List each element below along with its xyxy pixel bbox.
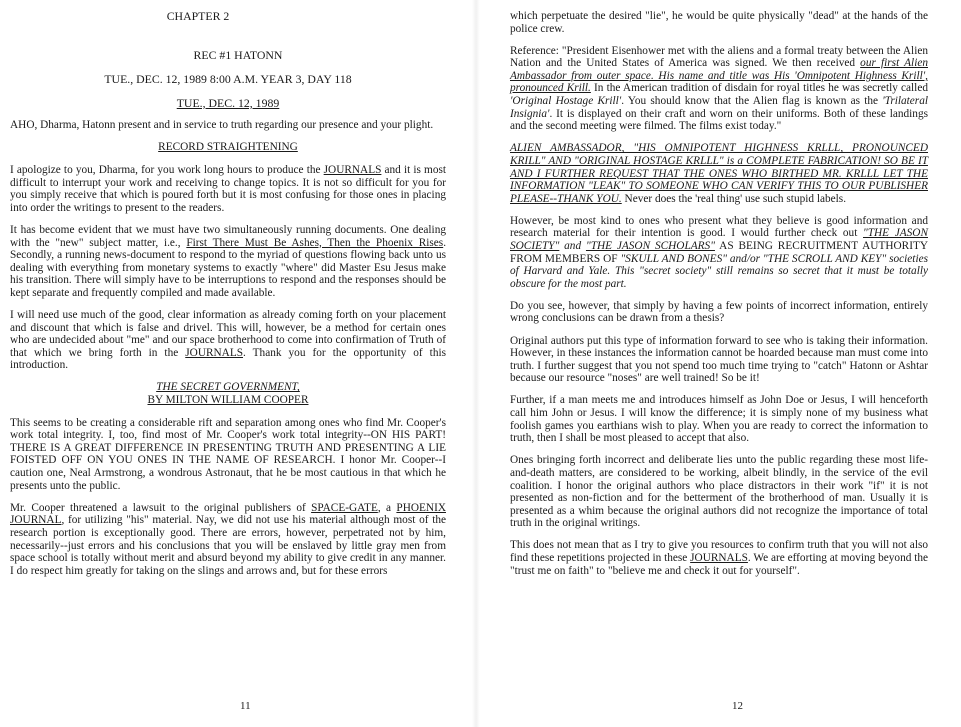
text-run: I will need use much of the good, clear information as already coming forth on your placement and discount that which is false and drivel. This will, however, be a method for certain ones who are undecided about "me" and our space brotherhood to come into confirmation of Truth of that which we bring forth in the [10,309,446,359]
paragraph-john-doe: Further, if a man meets me and introduces himself as John Doe or Jesus, I will henceforth call him John or Jesus. I will know the difference; it is simply none of my business what foolish games you earthians wish to play. When you are ready to correct the information to truth, then I shall be most pleased to accept that also. [510,394,928,445]
paragraph-apology [10,164,446,214]
text-run: In the American tradition of disdain for royal titles he was secretly called [590,82,928,95]
chapter-title: CHAPTER 2 [166,9,230,23]
journals-reference: JOURNALS [690,551,748,564]
text-run: It has become evident that we must have two simultaneously running documents. One dealing with the "new" subject matter, i.e., [10,223,446,249]
date-underlined [10,97,446,110]
text-run: However, be most kind to ones who present what they believe is good information and research material for their intention is good. I would further check out [510,214,928,240]
paragraph-jason-society [510,215,928,291]
page-number-left: 11 [240,700,251,712]
page-number-right: 12 [732,700,743,712]
journals-reference: JOURNALS [323,164,382,177]
text-run: . You should know that the Alien flag is known as the [621,95,883,108]
fabrication-statement: ALIEN AMBASSADOR, "HIS OMNIPOTENT HIGHNESS KRLLL, PRONOUNCED KRILL" AND "ORIGINAL HOSTAGE KRLLL" is a COMPLETE FABRICATION! SO BE IT AND I FURTHER REQUEST THAT THE ONES WHO BIRTHED MR. KRLLL LET THE INFORMATION "LEAK" TO SOMEONE WHO CAN VERIFY THIS TO OUR PUBLISHER PLEASE--THANK YOU. [510,142,928,205]
text-run: Reference: "President Eisenhower met with the aliens and a formal treaty between the Alien Nation and the United States of America was signed. We then received [510,44,928,70]
text-run: Mr. Cooper threatened a lawsuit to the original publishers of [10,501,312,514]
date-underlined-text: TUE., DEC. 12, 1989 [176,95,280,110]
text-run: AS BEING RECRUITMENT AUTHORITY FROM MEMBERS OF [510,240,929,265]
jason-scholars: "THE JASON SCHOLARS" [585,240,715,252]
paragraph-original-authors: Original authors put this type of information forward to see who is taking their information. However, in these instances the information cannot be hoarded because man must come into truth. I further suggest that you not spend too much time trying to "catch" Hatonn or Ashtar because our resource "noses" are well trained! So be it! [510,334,928,385]
text-run: I apologize to you, Dharma, for you work long hours to produce the [10,164,324,177]
journals-reference: JOURNALS [185,346,244,359]
paragraph-two-documents [10,224,446,300]
text-run: . We are efforting at moving beyond the "trust me on faith" to "believe me and check it out for yourself". [510,551,928,577]
ambassador-quote: our first Alien Ambassador from outer space. His name and title was His 'Omnipotent Highness Krill', pronounced Krill. [510,57,928,95]
paragraph-information [10,309,446,372]
phoenix-journal-reference: PHOENIX JOURNAL [10,501,446,527]
paragraph-lawsuit [10,502,446,578]
right-column [510,10,928,587]
text-run: and it is most difficult to interrupt your work and receiving to change topics. It is not so difficult for you for you simply receive that which is poured forth but it is most confusing for those ones in placing into order the writings to present to the readers. [10,164,447,214]
book-title-reference: First There Must Be Ashes, Then the Phoenix Rises [186,236,444,249]
paragraph-evil-coalition: Ones bringing forth incorrect and deliberate lies unto the public regarding these most life-and-death matters, are considered to be working, albeit blindly, in the service of the evil coalition. I honor the original authors who place distractors in their work "if" it is not presented as non-fiction and for the betterment of the brotherhood of man. Usually it is presented as a whim because the original authors did not recognize the importance of total truth in the original writings. [510,454,928,530]
record-line: REC #1 HATONN [193,47,283,62]
heading-author: BY MILTON WILLIAM COOPER [147,394,309,407]
book-gutter [472,0,480,727]
paragraph-reference-quote [510,45,928,133]
text-run: . It is displayed on their craft and worn on their uniforms. Both of these landings and the second meeting were filmed. The films exist today." [510,107,928,133]
insignia-name: 'Trilateral Insignia' [510,95,928,120]
paragraph-incorrect-points: Do you see, however, that simply by having a few points of incorrect information, entirely wrong conclusions can be drawn from a thesis? [510,299,928,325]
hostage-name: 'Original Hostage Krill' [510,95,622,108]
text-run: . Thank you for the opportunity of this introduction. [10,346,447,372]
jason-society: "THE JASON SOCIETY" [510,227,928,252]
left-page [0,0,470,727]
text-run: , for utilizing "his" material. Nay, we did not use his material although most of the research portion is exceptionally good. There are errors, however, perpetrated not by him, necessarily--just errors and his conclusions that you will be enslaved by little gray men from space school is totally without merit and absurd beyond my ability to give credit in any manner. I do respect him greatly for taking on the slings and arrows and, but for these errors [10,514,446,577]
paragraph-resources [510,539,928,577]
text-run: , a [377,501,397,514]
heading-secret-government: THE SECRET GOVERNMENT, [156,381,300,394]
space-gate-reference: SPACE-GATE [311,501,378,514]
paragraph-greeting: AHO, Dharma, Hatonn present and in service to truth regarding our presence and your plight. [10,119,434,132]
right-page [482,0,961,727]
date-line: TUE., DEC. 12, 1989 8:00 A.M. YEAR 3, DAY 118 [104,72,352,87]
secret-societies: "SKULL AND BONES" and/or "THE SCROLL AND KEY" societies of Harvard and Yale. This "secret society" still remains so secret that it must be totally obscure for the most part. [510,252,928,290]
text-run: and [559,240,586,252]
left-column [10,10,446,587]
paragraph-cooper-integrity: This seems to be creating a considerable rift and separation among ones who find Mr. Cooper's work total integrity. I, too, find most of Mr. Cooper's work total integrity--ON HIS PART! THERE IS A GREAT DIFFERENCE IN PRESENTING TRUTH AND PRESENTING A LIE FOISTED OFF ON YOU ONES IN THE NAME OF RESEARCH. I honor Mr. Cooper--I caution one, Neal Armstrong, a wondrous Astronaut, that he be most cautious in that which he presents unto the public. [10,416,446,492]
text-run: Never does the 'real thing' use such stupid labels. [621,192,847,205]
paragraph-fabrication [510,142,928,205]
text-run: This does not mean that as I try to give you resources to confirm truth that you will not also find these repetitions projected in these [510,539,928,564]
paragraph-continuation: which perpetuate the desired "lie", he would be quite physically "dead" at the hands of the police crew. [510,10,928,35]
heading-record-straightening: RECORD STRAIGHTENING [158,141,298,154]
text-run: . Secondly, a running news-document to respond to the myriad of questions flowing back unto us dealing with everything from monetary systems to exactly "where" did Master Esu Jesus make his transition. There will simply have to be interruptions to respond and the responses should be kept separate and frequently compiled and made available. [10,236,447,299]
